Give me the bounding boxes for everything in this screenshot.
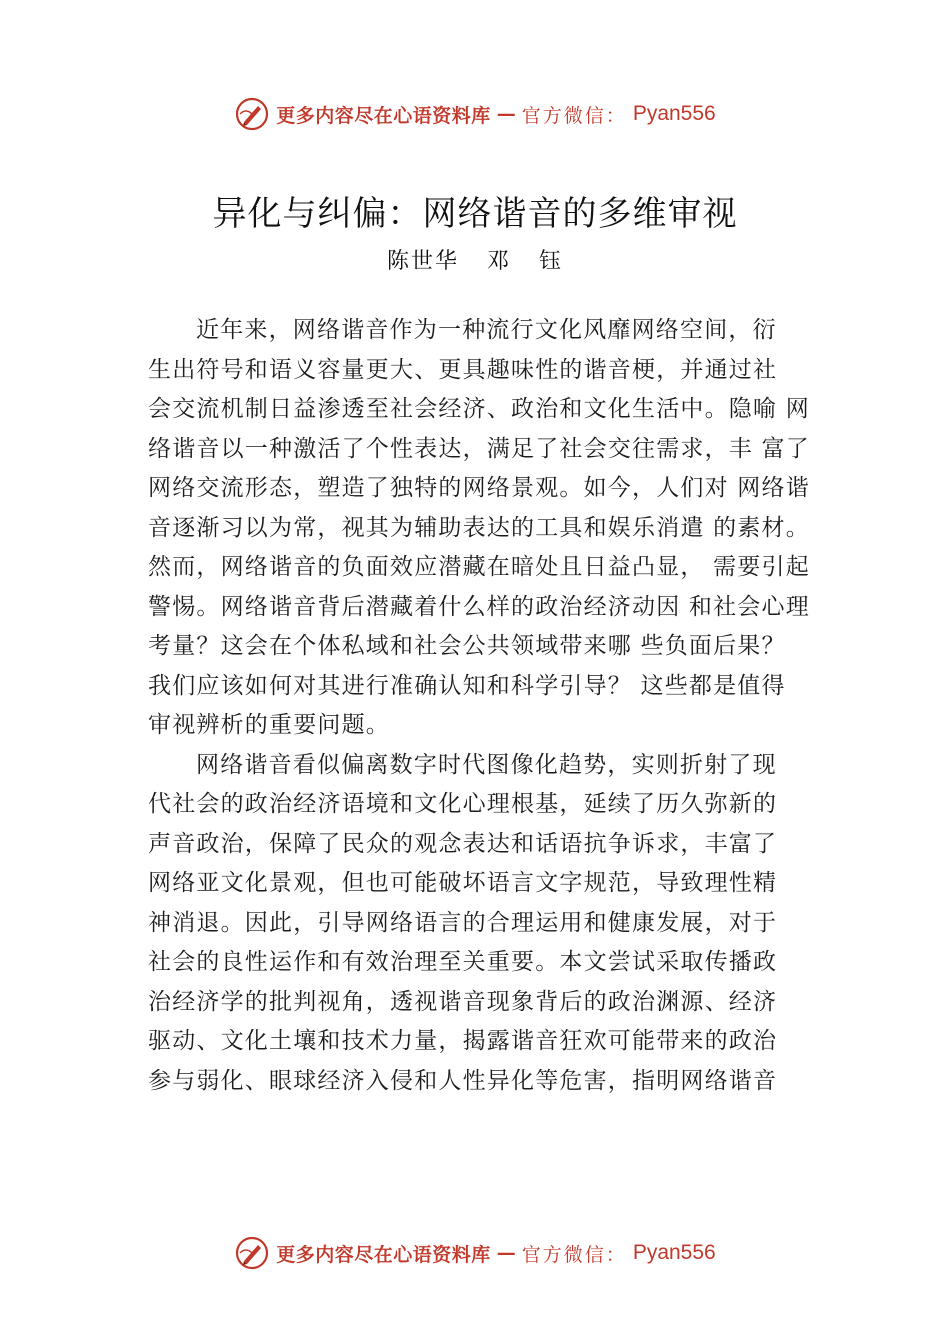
article-body (148, 311, 838, 1101)
text-line: 神消退。因此，引导网络语言的合理运用和健康发展，对于 (148, 909, 778, 936)
pen-logo-icon (234, 1235, 270, 1271)
pen-logo-icon (234, 96, 270, 132)
text-line: 络谐音以一种激活了个性表达，满足了社会交往需求，丰 富了 (148, 435, 810, 462)
author-name: 邓 (486, 249, 511, 274)
banner-wechat-id: Pyan556 (632, 102, 716, 125)
banner-wechat-label: 官方微信： (521, 1243, 627, 1266)
paragraph-1 (148, 311, 838, 746)
banner-wechat-id: Pyan556 (632, 1241, 716, 1264)
author-name: 陈世华 (386, 249, 459, 274)
banner-wechat-label: 官方微信： (521, 104, 627, 127)
banner-separator: — (496, 1242, 516, 1264)
text-line: 音逐渐习以为常，视其为辅助表达的工具和娱乐消遣 的素材。 (148, 514, 810, 541)
header-banner (0, 94, 950, 134)
text-line: 参与弱化、眼球经济入侵和人性异化等危害，指明网络谐音 (148, 1067, 778, 1094)
author-name: 钰 (539, 249, 564, 274)
footer-banner (0, 1233, 950, 1273)
text-line: 网络交流形态，塑造了独特的网络景观。如今，人们对 网络谐 (148, 475, 810, 501)
text-line: 声音政治，保障了民众的观念表达和话语抗争诉求，丰富了 (148, 830, 778, 857)
text-line: 警惕。网络谐音背后潜藏着什么样的政治经济动因 和社会心理 (148, 593, 810, 620)
text-line: 驱动、文化土壤和技术力量，揭露谐音狂欢可能带来的政治 (148, 1028, 778, 1054)
text-line: 审视辨析的重要问题。 (148, 712, 390, 738)
banner-text: 更多内容尽在心语资料库 (276, 1243, 491, 1266)
text-line: 生出符号和语义容量更大、更具趣味性的谐音梗，并通过社 (148, 356, 778, 383)
banner-text: 更多内容尽在心语资料库 (276, 104, 491, 127)
text-line: 网络谐音看似偏离数字时代图像化趋势，实则折射了现 (196, 751, 777, 778)
text-line: 会交流机制日益渗透至社会经济、政治和文化生活中。隐喻 网 (148, 396, 810, 422)
paragraph-2 (148, 746, 838, 1102)
text-line: 然而，网络谐音的负面效应潜藏在暗处且日益凸显， 需要引起 (148, 554, 810, 580)
text-line: 代社会的政治经济语境和文化心理根基，延续了历久弥新的 (148, 791, 778, 817)
article-authors (0, 244, 950, 275)
text-line: 我们应该如何对其进行准确认知和科学引导？ 这些都是值得 (148, 672, 786, 699)
text-line: 近年来，网络谐音作为一种流行文化风靡网络空间，衍 (196, 317, 777, 343)
text-line: 考量？这会在个体私域和社会公共领域带来哪 些负面后果？ (148, 633, 786, 659)
banner-separator: — (496, 103, 516, 125)
article-title: 异化与纠偏：网络谐音的多维审视 (212, 194, 738, 234)
text-line: 社会的良性运作和有效治理至关重要。本文尝试采取传播政 (148, 949, 778, 975)
text-line: 网络亚文化景观，但也可能破坏语言文字规范，导致理性精 (148, 870, 778, 896)
text-line: 治经济学的批判视角，透视谐音现象背后的政治渊源、经济 (148, 988, 778, 1015)
